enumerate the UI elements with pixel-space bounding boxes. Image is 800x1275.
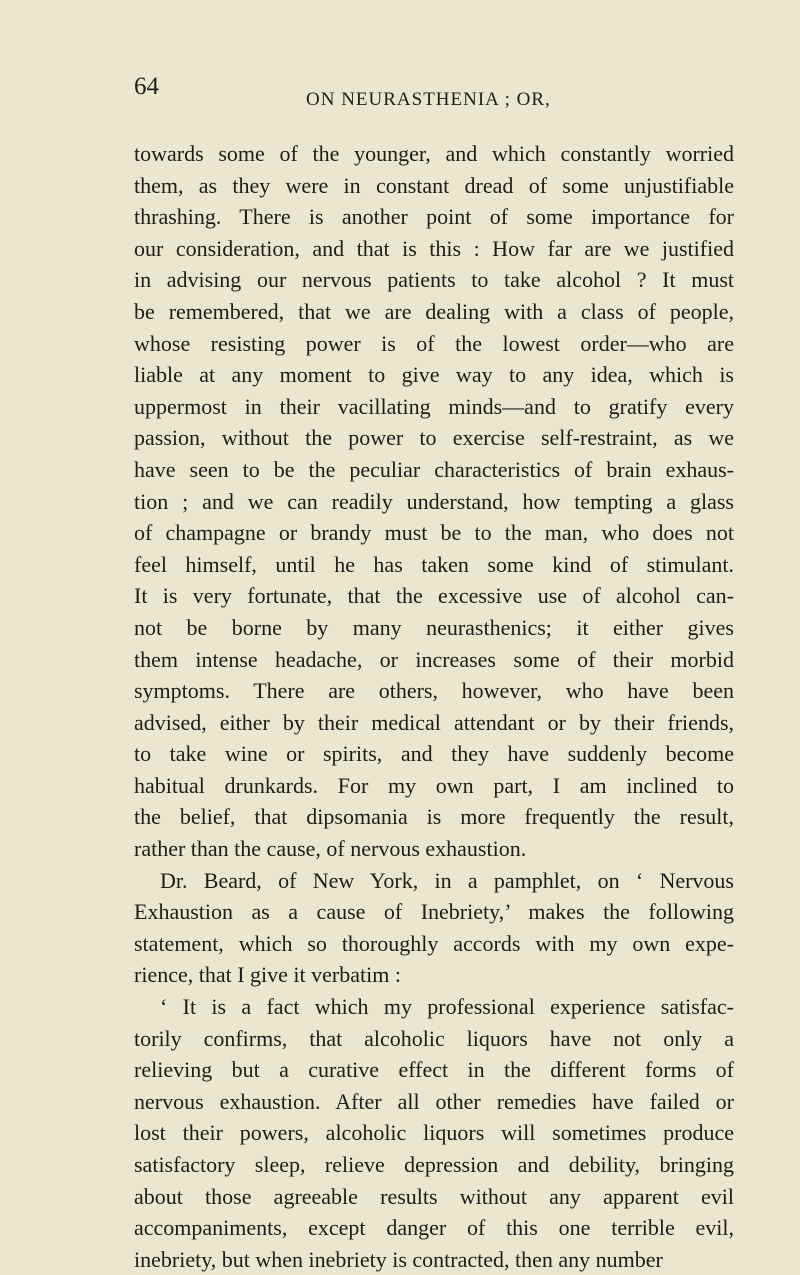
text-line: symptoms. There are others, however, who have been <box>134 678 734 704</box>
text-line: towards some of the younger, and which constantly worried <box>134 141 734 166</box>
text-line: liable at any moment to give way to any idea, which is <box>134 362 734 388</box>
text-line: whose resisting power is of the lowest order—who are <box>134 330 734 356</box>
text-line: satisfactory sleep, relieve depression and debility, bringing <box>134 1152 734 1177</box>
text-line: accompaniments, except danger of this one terrible evil, <box>134 1215 734 1241</box>
body-text <box>134 138 734 1275</box>
text-line: the belief, that dipsomania is more frequently the result, <box>134 804 734 830</box>
text-line: of champagne or brandy must be to the man, who does not <box>134 520 734 546</box>
text-line: habitual drunkards. For my own part, I am inclined to <box>134 772 734 798</box>
text-line: relieving but a curative effect in the different forms of <box>134 1057 734 1083</box>
text-line: to take wine or spirits, and they have suddenly become <box>134 741 734 767</box>
text-line: inebriety, but when inebriety is contracted, then any number <box>134 1246 663 1272</box>
text-line: in advising our nervous patients to take alcohol ? It must <box>134 267 734 293</box>
text-line: advised, either by their medical attendant or by their friends, <box>134 709 734 735</box>
text-line: tion ; and we can readily understand, how tempting a glass <box>134 488 734 514</box>
text-line: statement, which so thoroughly accords with my own expe- <box>134 930 734 956</box>
text-line: about those agreeable results without any apparent evil <box>134 1183 734 1209</box>
text-line: them intense headache, or increases some of their morbid <box>134 646 734 672</box>
text-line: feel himself, until he has taken some kind of stimulant. <box>134 551 734 577</box>
text-line: Exhaustion as a cause of Inebriety,’ makes the following <box>134 899 734 925</box>
page-number: 64 <box>134 73 159 100</box>
text-line: them, as they were in constant dread of some unjustifiable <box>134 172 734 198</box>
text-line: not be borne by many neurasthenics; it either gives <box>134 614 734 640</box>
text-line: be remembered, that we are dealing with a class of people, <box>134 298 734 324</box>
text-line: It is very fortunate, that the excessive use of alcohol can- <box>134 583 734 609</box>
text-line: thrashing. There is another point of some importance for <box>134 204 734 230</box>
text-line: lost their powers, alcoholic liquors will sometimes produce <box>134 1120 734 1146</box>
text-line: Dr. Beard, of New York, in a pamphlet, on ‘ Nervous <box>160 867 734 893</box>
running-head: ON NEURASTHENIA ; OR, <box>306 89 551 110</box>
text-line: torily confirms, that alcoholic liquors have not only a <box>134 1025 734 1051</box>
text-line: uppermost in their vacillating minds—and to gratify every <box>134 393 734 419</box>
text-line: ‘ It is a fact which my professional experience satisfac- <box>160 994 734 1020</box>
text-line: our consideration, and that is this : How far are we justified <box>134 235 734 261</box>
text-line: passion, without the power to exercise self-restraint, as we <box>134 425 734 451</box>
text-line: have seen to be the peculiar characteristics of brain exhaus- <box>134 456 734 482</box>
text-line: rience, that I give it verbatim : <box>134 962 401 988</box>
text-line: nervous exhaustion. After all other remedies have failed or <box>134 1088 734 1114</box>
text-line: rather than the cause, of nervous exhaustion. <box>134 836 527 862</box>
